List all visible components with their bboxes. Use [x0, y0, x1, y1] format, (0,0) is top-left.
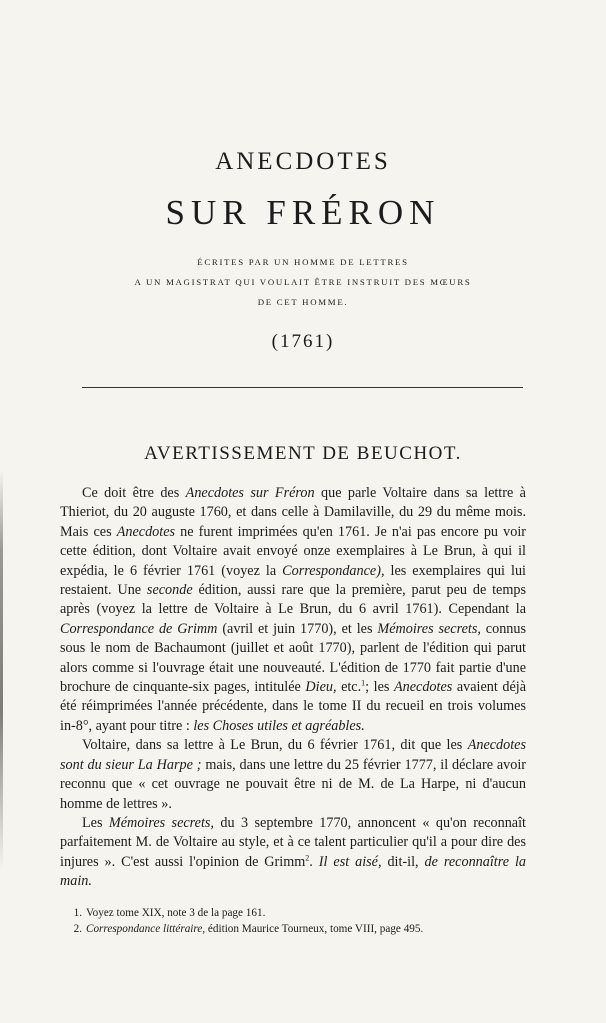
title-line-2: SUR FRÉRON: [165, 193, 441, 232]
footnote-2: 2. Correspondance littéraire, édition Maurice Tourneux, tome VIII, page 495.: [73, 923, 424, 935]
footnote-1: 1. Voyez tome XIX, note 3 de la page 161.: [73, 907, 266, 919]
footnote-ref-1: 1: [361, 678, 366, 688]
page-gutter-shadow: [0, 470, 3, 870]
subtitle-line-3: DE CET HOMME.: [257, 297, 349, 307]
horizontal-rule: [82, 387, 523, 388]
section-title: AVERTISSEMENT DE BEUCHOT.: [144, 443, 462, 464]
paragraph-1: Ce doit être des Anecdotes sur Fréron que parle Voltaire dans sa lettre à Thieriot, du 20 auguste 1760, et dans celle à Damilaville, du 29 du même mois. Mais ces Anecdotes ne furent imprimées qu'en 1761. Je n'ai pas encore pu voir cette édition, dont Voltaire avait envoyé onze exemplaires à Le Brun, à qui il expédia, le 6 février 1761 (voyez la Correspondance), les exemplaires qui lui restaient. Une seconde édition, aussi rare que la première, parut peu de temps après (voyez la lettre de Voltaire à Le Brun, du 6 avril 1761). Cependant la Correspondance de Grimm (avril et juin 1770), et les Mémoires secrets, connus sous le nom de Bachaumont (juillet et août 1770), parlent de l'édition qui parut alors comme si l'ouvrage était une nouveauté. L'édition de 1770 fait partie d'une brochure de cinquante-six pages, intitulée Dieu, etc.$^1$; les Anecdotes avaient déjà été réimprimées l'année précédente, dans le tome II du recueil en trois volumes in-8°, ayant pour titre : les Choses utiles et agréables.: [60, 485, 527, 734]
title-line-1: ANECDOTES: [215, 148, 391, 175]
year-label: (1761): [271, 331, 335, 352]
subtitle-line-1: ÉCRITES PAR UN HOMME DE LETTRES: [197, 257, 409, 267]
footnotes: [60, 905, 526, 937]
paragraph-3: Les Mémoires secrets, du 3 septembre 1770, annoncent « qu'on reconnaît parfaitement M. de Voltaire au style, et à ce talent particulier qu'il a pour dire des injures ». C'est aussi l'opinion de Grimm$^2$. Il est aisé, dit-il, de reconnaître la main.: [60, 814, 526, 890]
paragraph-2: Voltaire, dans sa lettre à Le Brun, du 6 février 1761, dit que les Anecdotes sont du sieur La Harpe ; mais, dans une lettre du 25 février 1777, il déclare avoir reconnu que « cet ouvrage ne pouvait être ni de M. de La Harpe, ni d'aucun homme de lettres ».: [60, 737, 526, 812]
subtitle-line-2: A UN MAGISTRAT QUI VOULAIT ÊTRE INSTRUIT DES MŒURS: [134, 277, 472, 287]
footnote-ref-2: 2: [305, 852, 310, 862]
body-text: [60, 484, 526, 892]
